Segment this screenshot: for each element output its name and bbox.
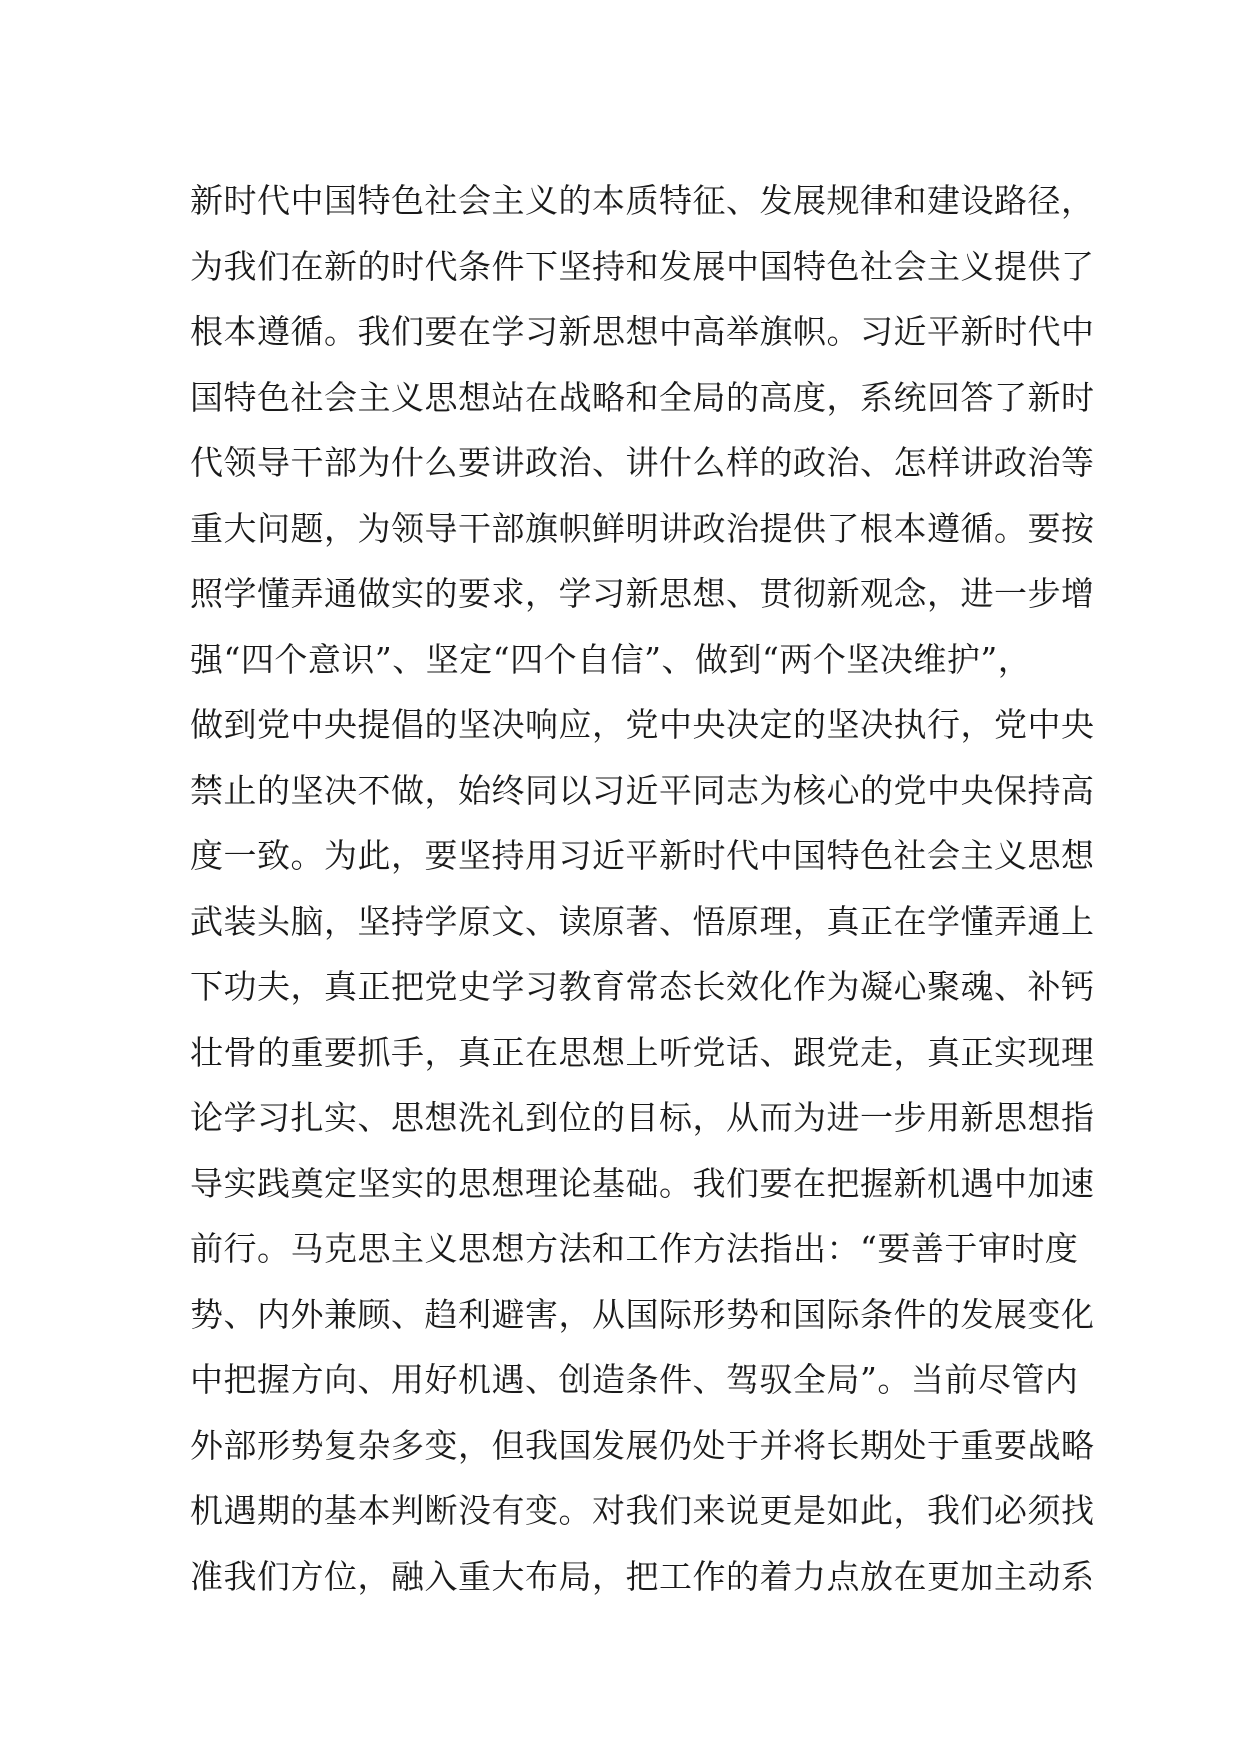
text-line: 禁止的坚决不做，始终同以习近平同志为核心的党中央保持高	[190, 770, 1095, 810]
text-line: 国特色社会主义思想站在战略和全局的高度，系统回答了新时	[190, 377, 1095, 417]
text-line: 新时代中国特色社会主义的本质特征、发展规律和建设路径，	[190, 181, 1095, 220]
body-text	[190, 168, 1095, 1609]
text-line: 根本遵循。我们要在学习新思想中高举旗帜。习近平新时代中	[190, 312, 1095, 351]
text-line: 度一致。为此，要坚持用习近平新时代中国特色社会主义思想	[190, 836, 1095, 875]
text-line: 外部形势复杂多变，但我国发展仍处于并将长期处于重要战略	[190, 1425, 1095, 1465]
text-line: 准我们方位，融入重大布局，把工作的着力点放在更加主动系	[190, 1556, 1095, 1596]
text-line: 导实践奠定坚实的思想理论基础。我们要在把握新机遇中加速	[190, 1163, 1095, 1203]
text-line: 代领导干部为什么要讲政治、讲什么样的政治、怎样讲政治等	[190, 443, 1095, 482]
text-line: 强“四个意识”、坚定“四个自信”、做到“两个坚决维护”，	[190, 639, 1032, 679]
text-line: 势、内外兼顾、趋利避害，从国际形势和国际条件的发展变化	[190, 1294, 1095, 1334]
text-line: 做到党中央提倡的坚决响应，党中央决定的坚决执行，党中央	[190, 705, 1095, 744]
text-line: 下功夫，真正把党史学习教育常态长效化作为凝心聚魂、补钙	[190, 967, 1095, 1006]
text-line: 为我们在新的时代条件下坚持和发展中国特色社会主义提供了	[190, 246, 1095, 286]
text-line: 重大问题，为领导干部旗帜鲜明讲政治提供了根本遵循。要按	[190, 508, 1095, 548]
text-line: 前行。马克思主义思想方法和工作方法指出：“要善于审时度	[190, 1229, 1079, 1268]
text-line: 壮骨的重要抓手，真正在思想上听党话、跟党走，真正实现理	[190, 1032, 1095, 1072]
text-line: 论学习扎实、思想洗礼到位的目标，从而为进一步用新思想指	[190, 1098, 1095, 1137]
text-line: 中把握方向、用好机遇、创造条件、驾驭全局”。当前尽管内	[190, 1360, 1079, 1399]
text-line: 机遇期的基本判断没有变。对我们来说更是如此，我们必须找	[190, 1491, 1095, 1530]
text-line: 照学懂弄通做实的要求，学习新思想、贯彻新观念，进一步增	[190, 574, 1095, 613]
text-line: 武装头脑，坚持学原文、读原著、悟原理，真正在学懂弄通上	[190, 901, 1095, 941]
